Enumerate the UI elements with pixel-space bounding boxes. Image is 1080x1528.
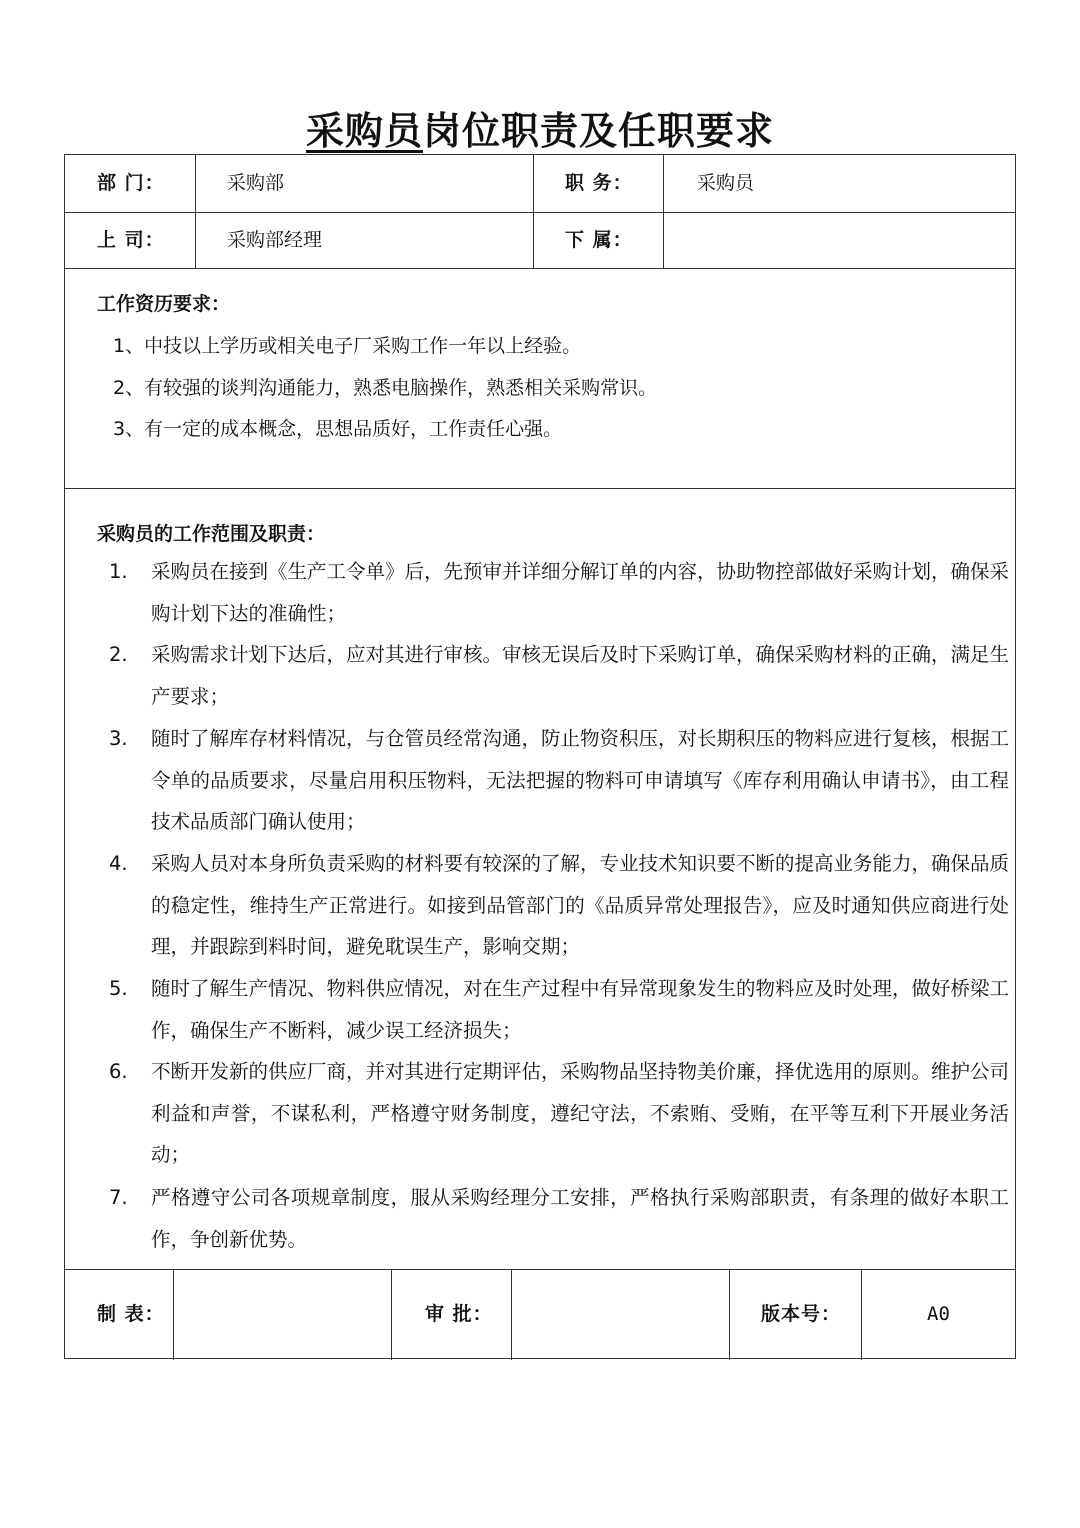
duty-number: 4. <box>109 852 128 875</box>
version-value: A0 <box>927 1303 950 1325</box>
col-divider <box>861 1269 862 1360</box>
duties-title: 采购员的工作范围及职责： <box>97 523 326 545</box>
duty-text: 不断开发新的供应厂商，并对其进行定期评估，采购物品坚持物美价廉，择优选用的原则。维护公司利益和声誉，不谋私利，严格遵守财务制度，遵纪守法，不索贿、受贿，在平等互利下开展业务活动； <box>151 1060 1010 1167</box>
duty-number: 7. <box>109 1186 128 1209</box>
superior-value: 采购部经理 <box>227 228 323 251</box>
approve-label: 审 批： <box>425 1303 493 1325</box>
maker-label: 制 表： <box>97 1303 165 1325</box>
duty-number: 6. <box>109 1060 128 1083</box>
duty-text: 严格遵守公司各项规章制度，服从采购经理分工安排，严格执行采购部职责，有条理的做好本职工作，争创新优势。 <box>151 1186 1009 1251</box>
col-divider <box>173 1269 174 1360</box>
position-value: 采购员 <box>697 172 755 194</box>
col-divider <box>729 1269 730 1360</box>
col-divider <box>195 155 196 268</box>
duty-text: 采购人员对本身所负责采购的材料要有较深的了解，专业技术知识要不断的提高业务能力，确保品质的稳定性，维持生产正常进行。如接到品管部门的《品质异常处理报告》，应及时通知供应商进行处理，并跟踪到料时间，避免耽误生产，影响交期； <box>151 852 1010 959</box>
duty-number: 5. <box>109 977 128 1000</box>
row-divider <box>65 488 1015 489</box>
duty-text: 采购需求计划下达后，应对其进行审核。审核无误后及时下采购订单，确保采购材料的正确，满足生产要求； <box>151 643 1010 708</box>
row-divider <box>65 1269 1015 1270</box>
requirement-item: 2、有较强的谈判沟通能力，熟悉电脑操作，熟悉相关采购常识。 <box>113 377 658 399</box>
col-divider <box>533 155 534 268</box>
subordinate-label: 下 属： <box>565 228 633 251</box>
duty-text: 随时了解生产情况、物料供应情况，对在生产过程中有异常现象发生的物料应及时处理，做好桥梁工作，确保生产不断料，减少误工经济损失； <box>151 977 1010 1042</box>
requirement-item: 1、中技以上学历或相关电子厂采购工作一年以上经验。 <box>113 335 582 357</box>
superior-label: 上 司： <box>97 228 165 251</box>
duty-number: 2. <box>109 643 128 666</box>
form-table <box>64 154 1016 1359</box>
title-underlined: 采购员 <box>305 109 423 153</box>
version-label: 版本号： <box>761 1303 842 1325</box>
duty-text: 采购员在接到《生产工令单》后，先预审并详细分解订单的内容，协助物控部做好采购计划，确保采购计划下达的准确性； <box>151 560 1010 625</box>
page-title <box>0 100 1080 155</box>
position-label: 职 务： <box>565 172 633 194</box>
row-divider <box>65 268 1015 269</box>
duty-text: 随时了解库存材料情况，与仓管员经常沟通，防止物资积压，对长期积压的物料应进行复核，根据工令单的品质要求，尽量启用积压物料，无法把握的物料可申请填写《库存利用确认申请书》，由工程技术品质部门确认使用； <box>151 727 1010 834</box>
col-divider <box>663 155 664 268</box>
requirement-item: 3、有一定的成本概念，思想品质好，工作责任心强。 <box>113 418 563 440</box>
duty-number: 1. <box>109 560 128 583</box>
col-divider <box>391 1269 392 1360</box>
duty-number: 3. <box>109 727 128 750</box>
row-divider <box>65 212 1015 213</box>
department-value: 采购部 <box>227 172 285 194</box>
title-rest: 岗位职责及任职要求 <box>423 109 775 153</box>
department-label: 部 门： <box>97 172 165 194</box>
requirements-title: 工作资历要求： <box>97 293 231 315</box>
col-divider <box>511 1269 512 1360</box>
